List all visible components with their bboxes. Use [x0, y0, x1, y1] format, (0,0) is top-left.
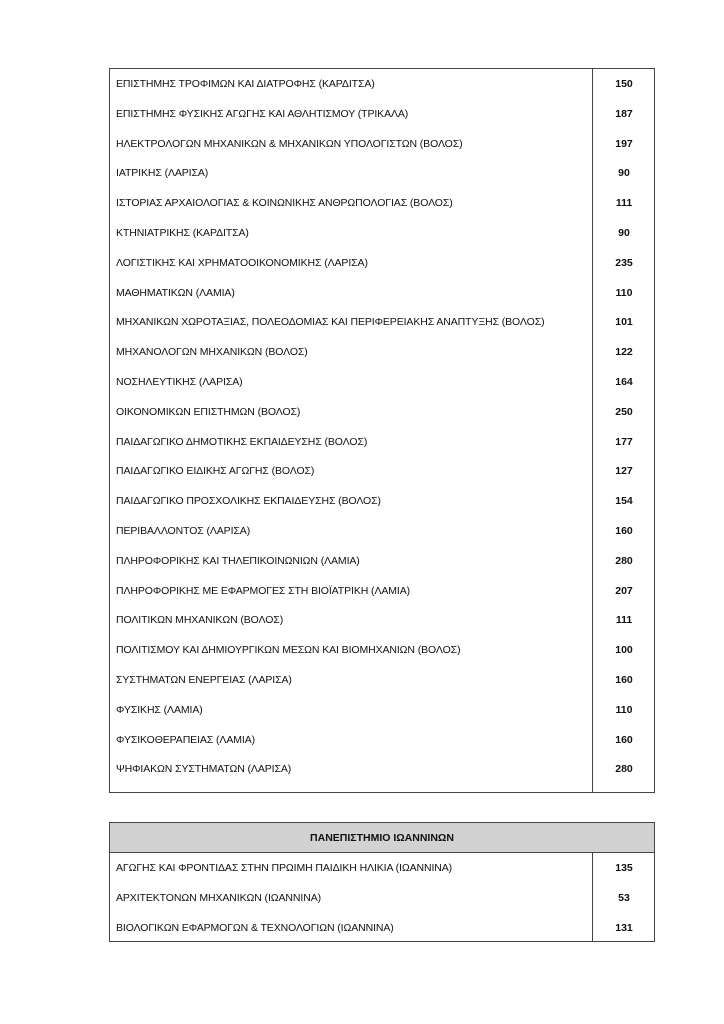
positions-count: 160: [615, 733, 633, 746]
positions-count: 90: [618, 227, 630, 239]
university-ioannina-table: [109, 822, 655, 942]
department-name: ΙΑΤΡΙΚΗΣ (ΛΑΡΙΣΑ): [116, 167, 209, 180]
department-name: ΨΗΦΙΑΚΩΝ ΣΥΣΤΗΜΑΤΩΝ (ΛΑΡΙΣΑ): [116, 763, 292, 776]
department-name: ΑΓΩΓΗΣ ΚΑΙ ΦΡΟΝΤΙΔΑΣ ΣΤΗΝ ΠΡΩΙΜΗ ΠΑΙΔΙΚΗ ΗΛΙΚΙΑ (ΙΩΑΝΝΙΝΑ): [116, 862, 453, 874]
table-row: [110, 188, 654, 218]
department-name: ΠΑΙΔΑΓΩΓΙΚΟ ΕΙΔΙΚΗΣ ΑΓΩΓΗΣ (ΒΟΛΟΣ): [116, 465, 315, 478]
department-name: ΠΑΙΔΑΓΩΓΙΚΟ ΠΡΟΣΧΟΛΙΚΗΣ ΕΚΠΑΙΔΕΥΣΗΣ (ΒΟΛΟΣ): [116, 495, 381, 508]
university-name: ΠΑΝΕΠΙΣΤΗΜΙΟ ΙΩΑΝΝΙΝΩΝ: [310, 832, 454, 844]
positions-count: 197: [615, 137, 633, 150]
department-name: ΑΡΧΙΤΕΚΤΟΝΩΝ ΜΗΧΑΝΙΚΩΝ (ΙΩΑΝΝΙΝΑ): [116, 892, 321, 904]
positions-count: 235: [615, 256, 633, 269]
positions-count: 90: [618, 167, 630, 180]
positions-count: 177: [615, 435, 633, 448]
department-name: ΗΛΕΚΤΡΟΛΟΓΩΝ ΜΗΧΑΝΙΚΩΝ & ΜΗΧΑΝΙΚΩΝ ΥΠΟΛΟΓΙΣΤΩΝ (ΒΟΛΟΣ): [116, 137, 463, 150]
table-row: [110, 725, 654, 755]
table-row: [110, 307, 654, 337]
table-row: [110, 427, 654, 457]
table-row: [110, 754, 654, 784]
table-row: [110, 486, 654, 516]
department-name: ΒΙΟΛΟΓΙΚΩΝ ΕΦΑΡΜΟΓΩΝ & ΤΕΧΝΟΛΟΓΙΩΝ (ΙΩΑΝΝΙΝΑ): [116, 922, 394, 934]
table-row: [110, 158, 654, 188]
department-name: ΠΕΡΙΒΑΛΛΟΝΤΟΣ (ΛΑΡΙΣΑ): [116, 525, 251, 537]
positions-count: 110: [615, 286, 633, 299]
table-row: [110, 99, 654, 129]
positions-count: 160: [615, 525, 633, 537]
positions-count: 207: [615, 584, 633, 597]
table-row: [110, 605, 654, 635]
department-name: ΠΑΙΔΑΓΩΓΙΚΟ ΔΗΜΟΤΙΚΗΣ ΕΚΠΑΙΔΕΥΣΗΣ (ΒΟΛΟΣ): [116, 435, 368, 448]
positions-count: 111: [615, 197, 633, 210]
table-row: [110, 248, 654, 278]
table-row: [110, 456, 654, 486]
table-row: [110, 129, 654, 159]
positions-count: 164: [615, 376, 633, 388]
table-row: [110, 516, 654, 546]
positions-count: 131: [615, 922, 633, 934]
table-row: [110, 913, 654, 943]
table-row: [110, 576, 654, 606]
positions-count: 250: [615, 405, 633, 418]
positions-count: 150: [615, 78, 633, 90]
positions-count: 53: [618, 892, 630, 904]
table-row: [110, 635, 654, 665]
table-row: [110, 883, 654, 913]
positions-count: 127: [615, 465, 633, 478]
department-name: ΠΟΛΙΤΙΣΜΟΥ ΚΑΙ ΔΗΜΙΟΥΡΓΙΚΩΝ ΜΕΣΩΝ ΚΑΙ ΒΙΟΜΗΧΑΝΙΩΝ (ΒΟΛΟΣ): [116, 644, 461, 657]
table-row: [110, 69, 654, 99]
table-row: [110, 337, 654, 367]
table-row: [110, 397, 654, 427]
department-name: ΠΛΗΡΟΦΟΡΙΚΗΣ ΚΑΙ ΤΗΛΕΠΙΚΟΙΝΩΝΙΩΝ (ΛΑΜΙΑ): [116, 554, 360, 567]
positions-count: 110: [615, 703, 633, 716]
department-name: ΙΣΤΟΡΙΑΣ ΑΡΧΑΙΟΛΟΓΙΑΣ & ΚΟΙΝΩΝΙΚΗΣ ΑΝΘΡΩΠΟΛΟΓΙΑΣ (ΒΟΛΟΣ): [116, 197, 453, 210]
department-name: ΕΠΙΣΤΗΜΗΣ ΦΥΣΙΚΗΣ ΑΓΩΓΗΣ ΚΑΙ ΑΘΛΗΤΙΣΜΟΥ (ΤΡΙΚΑΛΑ): [116, 107, 409, 120]
department-name: ΜΗΧΑΝΟΛΟΓΩΝ ΜΗΧΑΝΙΚΩΝ (ΒΟΛΟΣ): [116, 346, 308, 359]
department-name: ΠΟΛΙΤΙΚΩΝ ΜΗΧΑΝΙΚΩΝ (ΒΟΛΟΣ): [116, 614, 284, 627]
table-row: [110, 695, 654, 725]
departments-table: [109, 68, 655, 793]
positions-count: 111: [615, 614, 633, 627]
positions-count: 122: [615, 346, 633, 359]
department-name: ΜΑΘΗΜΑΤΙΚΩΝ (ΛΑΜΙΑ): [116, 286, 235, 299]
positions-count: 280: [615, 554, 633, 567]
department-name: ΛΟΓΙΣΤΙΚΗΣ ΚΑΙ ΧΡΗΜΑΤΟΟΙΚΟΝΟΜΙΚΗΣ (ΛΑΡΙΣΑ): [116, 256, 368, 269]
table-row: [110, 853, 654, 883]
department-name: ΟΙΚΟΝΟΜΙΚΩΝ ΕΠΙΣΤΗΜΩΝ (ΒΟΛΟΣ): [116, 405, 301, 418]
table-header: [110, 823, 654, 853]
table-row: [110, 278, 654, 308]
positions-count: 154: [615, 495, 633, 508]
department-name: ΦΥΣΙΚΟΘΕΡΑΠΕΙΑΣ (ΛΑΜΙΑ): [116, 733, 255, 746]
positions-count: 280: [615, 763, 633, 776]
department-name: ΦΥΣΙΚΗΣ (ΛΑΜΙΑ): [116, 703, 203, 716]
positions-count: 135: [615, 862, 633, 874]
positions-count: 160: [615, 674, 633, 686]
table-row: [110, 665, 654, 695]
positions-count: 187: [615, 107, 633, 120]
table-row: [110, 546, 654, 576]
department-name: ΚΤΗΝΙΑΤΡΙΚΗΣ (ΚΑΡΔΙΤΣΑ): [116, 227, 249, 239]
department-name: ΠΛΗΡΟΦΟΡΙΚΗΣ ΜΕ ΕΦΑΡΜΟΓΕΣ ΣΤΗ ΒΙΟΪΑΤΡΙΚΗ (ΛΑΜΙΑ): [116, 584, 411, 597]
positions-count: 101: [615, 316, 633, 329]
department-name: ΕΠΙΣΤΗΜΗΣ ΤΡΟΦΙΜΩΝ ΚΑΙ ΔΙΑΤΡΟΦΗΣ (ΚΑΡΔΙΤΣΑ): [116, 78, 375, 90]
department-name: ΣΥΣΤΗΜΑΤΩΝ ΕΝΕΡΓΕΙΑΣ (ΛΑΡΙΣΑ): [116, 674, 292, 686]
department-name: ΜΗΧΑΝΙΚΩΝ ΧΩΡΟΤΑΞΙΑΣ, ΠΟΛΕΟΔΟΜΙΑΣ ΚΑΙ ΠΕΡΙΦΕΡΕΙΑΚΗΣ ΑΝΑΠΤΥΞΗΣ (ΒΟΛΟΣ): [116, 316, 545, 329]
table-row: [110, 367, 654, 397]
department-name: ΝΟΣΗΛΕΥΤΙΚΗΣ (ΛΑΡΙΣΑ): [116, 376, 243, 388]
positions-count: 100: [615, 644, 633, 657]
table-row: [110, 218, 654, 248]
